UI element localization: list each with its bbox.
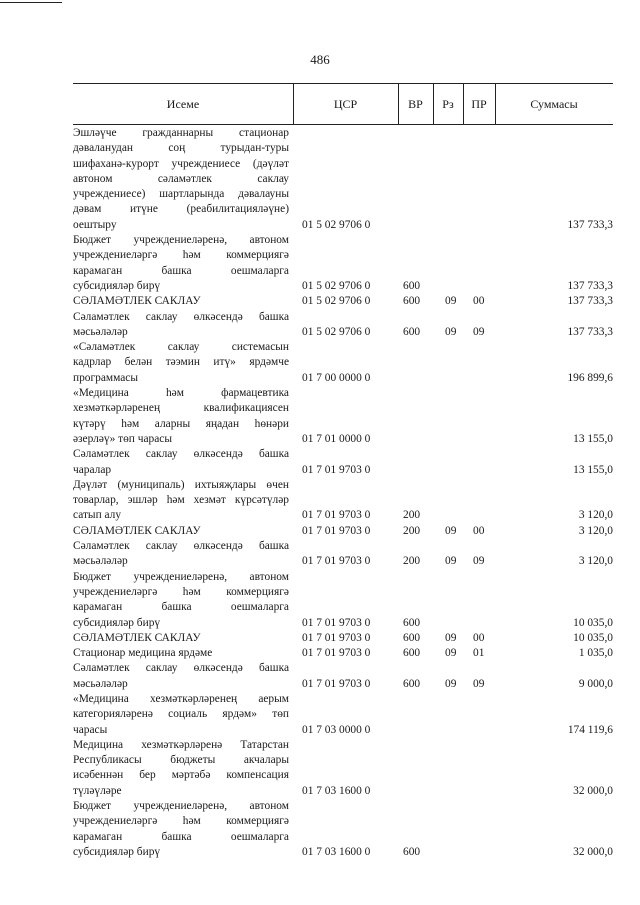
row-pr: 00 bbox=[473, 295, 485, 308]
table-row bbox=[73, 539, 613, 570]
row-vr: 600 bbox=[403, 616, 421, 629]
row-name-line: сатып алу bbox=[73, 509, 122, 522]
table-row bbox=[73, 646, 613, 661]
row-name-line: СӘЛАМӘТЛЕК САКЛАУ bbox=[73, 524, 201, 537]
row-name-line: карамаган башка оешмаларга bbox=[73, 830, 289, 843]
row-name-line: Дәүләт (муниципаль) ихтыяҗлары өчен bbox=[73, 478, 289, 491]
row-name bbox=[73, 310, 289, 341]
row-vr: 600 bbox=[403, 631, 421, 644]
table-row bbox=[73, 310, 613, 341]
row-name bbox=[73, 631, 289, 646]
row-pr: 00 bbox=[473, 524, 485, 537]
row-name-line: күтәрү һәм аларны яңадан һөнәри bbox=[73, 417, 289, 430]
row-name-line: Эшләүче гражданнарны стационар bbox=[73, 127, 289, 139]
row-name-line: учреждениеләргә һәм коммерциягә bbox=[73, 815, 289, 828]
table-row bbox=[73, 692, 613, 738]
row-name bbox=[73, 294, 289, 309]
row-name bbox=[73, 692, 289, 738]
row-rz: 09 bbox=[445, 677, 457, 690]
row-name bbox=[73, 661, 289, 692]
row-sum: 13 155,0 bbox=[573, 432, 613, 445]
row-name-line: карамаган башка оешмаларга bbox=[73, 601, 289, 614]
row-name-line: товарлар, эшләр һәм хезмәт күрсәтүләр bbox=[73, 494, 289, 507]
row-name-line: субсидияләр бирү bbox=[73, 279, 161, 292]
row-name-line: түләүләре bbox=[73, 784, 122, 797]
row-sum: 137 733,3 bbox=[567, 325, 613, 338]
row-csr: 01 7 01 9703 0 bbox=[302, 616, 371, 629]
row-name-line: Сәламәтлек саклау өлкәсендә башка bbox=[73, 448, 289, 461]
row-csr: 01 7 01 9703 0 bbox=[302, 677, 371, 690]
row-csr: 01 5 02 9706 0 bbox=[302, 295, 371, 308]
row-name bbox=[73, 126, 289, 233]
row-csr: 01 7 01 9703 0 bbox=[302, 524, 371, 537]
row-rz: 09 bbox=[445, 631, 457, 644]
row-name bbox=[73, 738, 289, 799]
row-vr: 600 bbox=[403, 279, 421, 292]
row-name-line: Сәламәтлек саклау өлкәсендә башка bbox=[73, 540, 289, 553]
row-name bbox=[73, 799, 289, 860]
row-sum: 3 120,0 bbox=[578, 555, 613, 568]
table-row bbox=[73, 570, 613, 631]
table-row bbox=[73, 233, 613, 294]
row-name-line: категорияләренә социаль ярдәм» төп bbox=[73, 708, 289, 721]
table-row bbox=[73, 340, 613, 386]
row-name-line: «Сәламәтлек саклау системасын bbox=[73, 341, 289, 354]
row-name-line: исәбеннән бер мәртәбә компенсация bbox=[73, 769, 289, 782]
row-rz: 09 bbox=[445, 555, 457, 568]
row-name-line: учреждениесе) шартларында дәвалауны bbox=[73, 188, 289, 201]
row-sum: 3 120,0 bbox=[578, 524, 613, 537]
row-name bbox=[73, 386, 289, 447]
header-rz: Рз bbox=[442, 96, 454, 111]
row-sum: 9 000,0 bbox=[578, 677, 613, 690]
table-row bbox=[73, 447, 613, 478]
row-sum: 196 899,6 bbox=[567, 371, 613, 384]
row-name-line: субсидияләр бирү bbox=[73, 845, 161, 858]
row-csr: 01 7 03 0000 0 bbox=[302, 723, 371, 736]
row-sum: 10 035,0 bbox=[573, 631, 613, 644]
row-vr: 600 bbox=[403, 295, 421, 308]
row-name-line: кадрлар белән тәэмин итү» ярдәмче bbox=[73, 356, 289, 369]
row-name-line: чарасы bbox=[73, 723, 108, 736]
row-pr: 09 bbox=[473, 325, 485, 338]
row-name-line: Бюджет учреждениеләренә, автоном bbox=[73, 570, 289, 583]
page-number: 486 bbox=[310, 52, 330, 67]
row-csr: 01 7 01 9703 0 bbox=[302, 509, 371, 522]
row-csr: 01 7 03 1600 0 bbox=[302, 784, 371, 797]
row-vr: 600 bbox=[403, 845, 421, 858]
row-name-line: автоном сәламәтлек саклау bbox=[73, 172, 289, 185]
row-name-line: Сәламәтлек саклау өлкәсендә башка bbox=[73, 310, 289, 323]
row-name-line: программасы bbox=[73, 371, 139, 384]
row-name-line: оештыру bbox=[73, 218, 117, 231]
row-name-line: Бюджет учреждениеләренә, автоном bbox=[73, 234, 289, 247]
row-name-line: Стационар медицина ярдәме bbox=[73, 647, 213, 660]
row-name bbox=[73, 539, 289, 570]
table-row bbox=[73, 799, 613, 860]
row-name-line: учреждениеләргә һәм коммерциягә bbox=[73, 249, 289, 262]
table-row bbox=[73, 661, 613, 692]
row-name bbox=[73, 233, 289, 294]
row-name-line: СӘЛАМӘТЛЕК САКЛАУ bbox=[73, 295, 201, 308]
row-name-line: мәсьәләләр bbox=[73, 325, 128, 338]
row-rz: 09 bbox=[445, 295, 457, 308]
row-name bbox=[73, 646, 289, 661]
header-name: Исеме bbox=[166, 96, 200, 111]
row-vr: 600 bbox=[403, 677, 421, 690]
header-sum: Суммасы bbox=[530, 96, 578, 111]
row-name bbox=[73, 524, 289, 539]
row-sum: 137 733,3 bbox=[567, 218, 613, 231]
row-name-line: шифаханә-курорт учреждениесе (дәүләт bbox=[73, 157, 289, 170]
row-sum: 13 155,0 bbox=[573, 463, 613, 476]
row-name-line: карамаган башка оешмаларга bbox=[73, 264, 289, 277]
row-csr: 01 5 02 9706 0 bbox=[302, 325, 371, 338]
row-name-line: хезмәткәрләренең квалификациясен bbox=[73, 402, 289, 415]
row-vr: 200 bbox=[403, 524, 421, 537]
row-csr: 01 7 01 9703 0 bbox=[302, 647, 371, 660]
row-sum: 174 119,6 bbox=[567, 723, 613, 736]
table-body bbox=[73, 126, 613, 860]
row-sum: 1 035,0 bbox=[578, 647, 613, 660]
row-name-line: Республикасы бюджеты акчалары bbox=[73, 754, 289, 767]
header-vr: ВР bbox=[408, 96, 423, 111]
row-csr: 01 7 01 9703 0 bbox=[302, 463, 371, 476]
row-pr: 09 bbox=[473, 555, 485, 568]
row-name-line: дәваланудан соң турыдан-туры bbox=[73, 142, 289, 155]
row-name-line: СӘЛАМӘТЛЕК САКЛАУ bbox=[73, 631, 201, 644]
row-csr: 01 7 00 0000 0 bbox=[302, 371, 371, 384]
row-name-line: субсидияләр бирү bbox=[73, 616, 161, 629]
row-csr: 01 7 01 9703 0 bbox=[302, 631, 371, 644]
row-vr: 600 bbox=[403, 325, 421, 338]
row-name bbox=[73, 340, 289, 386]
row-name-line: «Медицина хезмәткәрләренең аерым bbox=[73, 692, 289, 705]
row-rz: 09 bbox=[445, 647, 457, 660]
row-pr: 00 bbox=[473, 631, 485, 644]
row-name-line: әзерләү» төп чарасы bbox=[73, 432, 172, 445]
table-row bbox=[73, 478, 613, 524]
header-csr: ЦСР bbox=[333, 96, 358, 111]
table-row bbox=[73, 524, 613, 539]
table-row bbox=[73, 631, 613, 646]
header-pr: ПР bbox=[471, 96, 487, 111]
row-sum: 3 120,0 bbox=[578, 509, 613, 522]
row-rz: 09 bbox=[445, 325, 457, 338]
row-pr: 09 bbox=[473, 677, 485, 690]
row-vr: 200 bbox=[403, 555, 421, 568]
row-name-line: «Медицина һәм фармацевтика bbox=[73, 387, 289, 400]
row-sum: 137 733,3 bbox=[567, 279, 613, 292]
row-name-line: дәвам итүне (реабилитацияләүне) bbox=[73, 203, 289, 216]
row-name bbox=[73, 570, 289, 631]
row-name-line: мәсьәләләр bbox=[73, 555, 128, 568]
row-name-line: учреждениеләргә һәм коммерциягә bbox=[73, 585, 289, 598]
row-name bbox=[73, 447, 289, 478]
row-sum: 137 733,3 bbox=[567, 295, 613, 308]
row-csr: 01 7 01 9703 0 bbox=[302, 555, 371, 568]
table-row bbox=[73, 126, 613, 233]
row-vr: 600 bbox=[403, 647, 421, 660]
row-name-line: Сәламәтлек саклау өлкәсендә башка bbox=[73, 662, 289, 675]
top-corner-rule bbox=[0, 2, 62, 3]
row-csr: 01 5 02 9706 0 bbox=[302, 218, 371, 231]
row-name bbox=[73, 478, 289, 524]
table-header bbox=[73, 83, 613, 125]
row-vr: 200 bbox=[403, 509, 421, 522]
row-sum: 10 035,0 bbox=[573, 616, 613, 629]
row-rz: 09 bbox=[445, 524, 457, 537]
row-name-line: чаралар bbox=[73, 463, 112, 476]
table-row bbox=[73, 386, 613, 447]
row-csr: 01 5 02 9706 0 bbox=[302, 279, 371, 292]
table-row bbox=[73, 294, 613, 309]
row-pr: 01 bbox=[473, 647, 485, 660]
row-sum: 32 000,0 bbox=[573, 784, 613, 797]
row-name-line: мәсьәләләр bbox=[73, 677, 128, 690]
row-csr: 01 7 01 0000 0 bbox=[302, 432, 371, 445]
table-row bbox=[73, 738, 613, 799]
row-csr: 01 7 03 1600 0 bbox=[302, 845, 371, 858]
row-name-line: Медицина хезмәткәрләренә Татарстан bbox=[73, 738, 289, 751]
row-name-line: Бюджет учреждениеләренә, автоном bbox=[73, 800, 289, 813]
row-sum: 32 000,0 bbox=[573, 845, 613, 858]
